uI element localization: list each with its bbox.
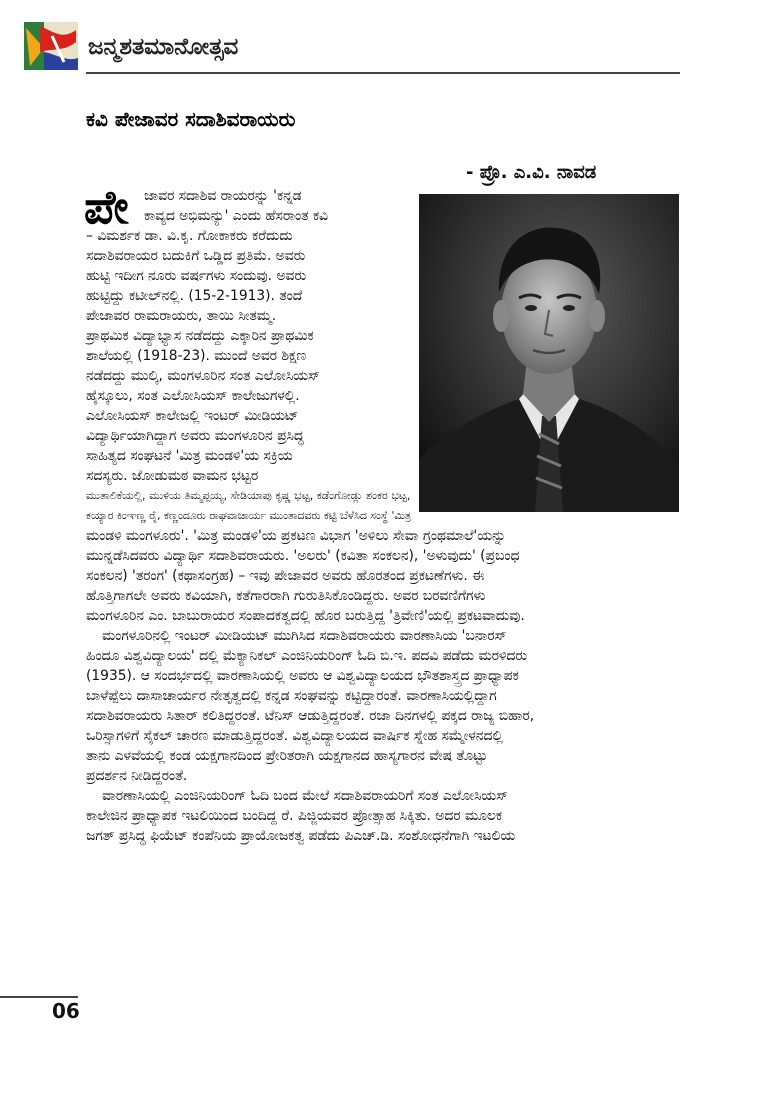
body-line: ವಾರಣಾಸಿಯಲ್ಲಿ ಎಂಜಿನಿಯರಿಂಗ್ ಓದಿ ಬಂದ ಮೇಲೆ ಸದಾಶಿವರಾಯರಿಗೆ ಸಂತ ಎಲೋಸಿಯಸ್ — [102, 788, 508, 804]
body-line: ಹೈಸ್ಕೂಲು, ಸಂತ ಎಲೋಸಿಯಸ್ ಕಾಲೇಜುಗಳಲ್ಲಿ. — [86, 388, 300, 404]
page-number: 06 — [52, 999, 80, 1023]
body-line: ಹುಟ್ಟಿದ್ದು ಕಟೀಲ್‌ನಲ್ಲಿ. (15-2-1913). ತಂದೆ — [86, 288, 303, 304]
body-line: ಒರಿಸ್ಸಾಗಳಿಗೆ ಸೈಕಲ್ ಚಾರಣ ಮಾಡುತ್ತಿದ್ದರಂತೆ. ವಿಶ್ವವಿದ್ಯಾಲಯದ ವಾರ್ಷಿಕ ಸ್ನೇಹ ಸಮ್ಮೇಳನದಲ್ಲಿ — [86, 728, 503, 744]
body-line: ಮುತಾಲಿಕೆಯಲ್ಲಿ, ಮುಳಿಯ ತಿಮ್ಮಪ್ಪಯ್ಯ, ಸೇಡಿಯಾಪು ಕೃಷ್ಣ ಭಟ್ಟ, ಕಡೆಂಗೋಡ್ಲು ಶಂಕರ ಭಟ್ಟ, — [86, 489, 411, 502]
body-line: ಹಿಂದೂ ವಿಶ್ವವಿದ್ಯಾಲಯ' ದಲ್ಲಿ ಮೆಕ್ಯಾನಿಕಲ್ ಎಂಜಿನಿಯರಿಂಗ್ ಓದಿ ಬಿ.ಇ. ಪದವಿ ಪಡೆದು ಮರಳಿದರು — [86, 648, 527, 664]
body-line: ಮಂಡಳಿ ಮಂಗಳೂರು'. 'ಮಿತ್ರ ಮಂಡಳಿ'ಯ ಪ್ರಕಟಣ ವಿಭಾಗ 'ಅಳಿಲು ಸೇವಾ ಗ್ರಂಥಮಾಲೆ'ಯನ್ನು — [86, 528, 506, 544]
portrait-image — [419, 194, 679, 512]
body-line: ಪ್ರಾಥಮಿಕ ವಿದ್ಯಾಭ್ಯಾಸ ನಡೆದದ್ದು ಎಕ್ಕಾರಿನ ಪ್ರಾಥಮಿಕ — [86, 328, 314, 344]
body-line: ಮಂಗಳೂರಿನಲ್ಲಿ ಇಂಟರ್ ಮೀಡಿಯಟ್ ಮುಗಿಸಿದ ಸದಾಶಿವರಾಯರು ವಾರಣಾಸಿಯ 'ಬನಾರಸ್ — [102, 628, 507, 644]
body-line: ಹೊತ್ತಿಗಾಗಲೇ ಅವರು ಕವಿಯಾಗಿ, ಕತೆಗಾರರಾಗಿ ಗುರುತಿಸಿಕೊಂಡಿದ್ದರು. ಅವರ ಬರವಣಿಗೆಗಳು — [86, 588, 486, 604]
body-line: ಸದಾಶಿವರಾಯರು ಸಿತಾರ್ ಕಲಿತಿದ್ದರಂತೆ. ಟೆನಿಸ್ ಆಡುತ್ತಿದ್ದರಂತೆ. ರಜಾ ದಿನಗಳಲ್ಲಿ ಪಕ್ಕದ ರಾಜ್ಯ ಬಿಹಾರ, — [86, 708, 535, 724]
body-line: (1935). ಆ ಸಂದರ್ಭದಲ್ಲಿ ವಾರಣಾಸಿಯಲ್ಲಿ ಅವರು ಆ ವಿಶ್ವವಿದ್ಯಾಲಯದ ಭೌತಶಾಸ್ತ್ರದ ಪ್ರಾಧ್ಯಾಪಕ — [86, 668, 519, 684]
header-divider — [86, 72, 680, 74]
body-line: ಕಾಲೇಜಿನ ಪ್ರಾಧ್ಯಾಪಕ ಇಟಲಿಯಿಂದ ಬಂದಿದ್ದ ರೆ. ಪಿಜ್ಜಿಯವರ ಪ್ರೋತ್ಸಾಹ ಸಿಕ್ಕಿತು. ಅದರ ಮೂಲಕ — [86, 808, 502, 824]
body-line: ಮಂಗಳೂರಿನ ಎಂ. ಬಾಬುರಾಯರ ಸಂಪಾದಕತ್ವದಲ್ಲಿ ಹೊರ ಬರುತ್ತಿದ್ದ 'ತ್ರಿವೇಣಿ'ಯಲ್ಲಿ ಪ್ರಕಟವಾದುವು. — [86, 608, 525, 624]
body-line: ಕಯ್ಯಾರ ಕಿಂಞಣ್ಣ ರೈ, ಕಣ್ಣಂದೂರು ರಾಘವಾಚಾರ್ಯ ಮುಂತಾದವರು ಕಟ್ಟಿ ಬೆಳೆಸಿದ ಸಂಸ್ಥೆ 'ಮಿತ್ರ — [86, 509, 411, 522]
body-line: ಸಂಕಲನ) 'ತರಂಗ' (ಕಥಾಸಂಗ್ರಹ) – ಇವು ಪೇಜಾವರ ಅವರು ಹೊರತಂದ ಪ್ರಕಟಣೆಗಳು. ಈ — [86, 568, 485, 584]
body-line: ಎಲೋಸಿಯಸ್ ಕಾಲೇಜಲ್ಲಿ ಇಂಟರ್ ಮೀಡಿಯಟ್ — [86, 408, 299, 424]
body-line: ಸಾಹಿತ್ಯದ ಸಂಘಟನೆ 'ಮಿತ್ರ ಮಂಡಳಿ'ಯ ಸಕ್ರಿಯ — [86, 448, 293, 464]
drop-cap: ಪೇ — [84, 180, 129, 234]
body-line: ತಾನು ಎಳವೆಯಲ್ಲಿ ಕಂಡ ಯಕ್ಷಗಾನದಿಂದ ಪ್ರೇರಿತರಾಗಿ ಯಕ್ಷಗಾನದ ಹಾಸ್ಯಗಾರನ ವೇಷ ತೊಟ್ಟು — [86, 748, 488, 764]
magazine-logo — [24, 22, 78, 70]
body-line: ಕಾವ್ಯದ ಅಭಿಮನ್ಯು' ಎಂದು ಹೆಸರಾಂತ ಕವಿ — [144, 208, 328, 224]
body-line: ವಿದ್ಯಾರ್ಥಿಯಾಗಿದ್ದಾಗ ಅವರು ಮಂಗಳೂರಿನ ಪ್ರಸಿದ್ಧ — [86, 428, 304, 444]
section-label: ಜನ್ಮಶತಮಾನೋತ್ಸವ — [88, 34, 239, 60]
body-line: ನಡೆದದ್ದು ಮುಲ್ಕಿ, ಮಂಗಳೂರಿನ ಸಂತ ಎಲೋಸಿಯಸ್ — [86, 368, 320, 384]
body-line: ಪೇಜಾವರ ರಾಮರಾಯರು, ತಾಯಿ ಸೀತಮ್ಮ. — [86, 308, 277, 324]
body-line: ಸದಾಶಿವರಾಯರ ಬದುಕಿಗೆ ಒಡ್ಡಿದ ಪ್ರತಿಮೆ. ಅವರು — [86, 248, 306, 264]
body-line: ಪ್ರದರ್ಶನ ನೀಡಿದ್ದರಂತೆ. — [86, 768, 188, 784]
body-line: ಸದಸ್ಯರು. ಜೋಡುಮಠ ವಾಮನ ಭಟ್ಟರ — [86, 468, 259, 484]
body-line: ಜಗತ್ ಪ್ರಸಿದ್ಧ ಫಿಯೆಟ್ ಕಂಪೆನಿಯ ಪ್ರಾಯೋಜಕತ್ವ ಪಡೆದು ಪಿಎಚ್.ಡಿ. ಸಂಶೋಧನೆಗಾಗಿ ಇಟಲಿಯ — [86, 828, 516, 844]
body-line: ಮುನ್ನಡೆಸಿದವರು ವಿದ್ಯಾರ್ಥಿ ಸದಾಶಿವರಾಯರು. 'ಅಲರು' (ಕವಿತಾ ಸಂಕಲನ), 'ಅಳುವುದು' (ಪ್ರಬಂಧ — [86, 548, 520, 564]
body-line: – ವಿಮರ್ಶಕ ಡಾ. ವಿ.ಕೃ. ಗೋಕಾಕರು ಕರೆದುದು — [86, 228, 293, 244]
logo-graphic — [24, 22, 78, 70]
body-line: ಜಾವರ ಸದಾಶಿವ ರಾಯರನ್ನು 'ಕನ್ನಡ — [144, 188, 302, 204]
body-line: ಶಾಲೆಯಲ್ಲಿ (1918-23). ಮುಂದೆ ಅವರ ಶಿಕ್ಷಣ — [86, 348, 307, 364]
portrait-photo — [419, 194, 679, 512]
article-byline: - ಪ್ರೊ. ಎ.ವಿ. ನಾವಡ — [466, 162, 597, 183]
article-title: ಕವಿ ಪೇಜಾವರ ಸದಾಶಿವರಾಯರು — [86, 107, 296, 131]
body-line: ಬಾಳೆಪ್ಪೆಲು ದಾಸಾಚಾರ್ಯರ ನೇತೃತ್ವದಲ್ಲಿ ಕನ್ನಡ ಸಂಘವನ್ನು ಕಟ್ಟಿದ್ದಾರಂತೆ. ವಾರಣಾಸಿಯಲ್ಲಿದ್ದಾಗ — [86, 688, 497, 704]
body-line: ಹುಟ್ಟಿ ಇದೀಗ ನೂರು ವರ್ಷಗಳು ಸಂದುವು. ಅವರು — [86, 268, 307, 284]
